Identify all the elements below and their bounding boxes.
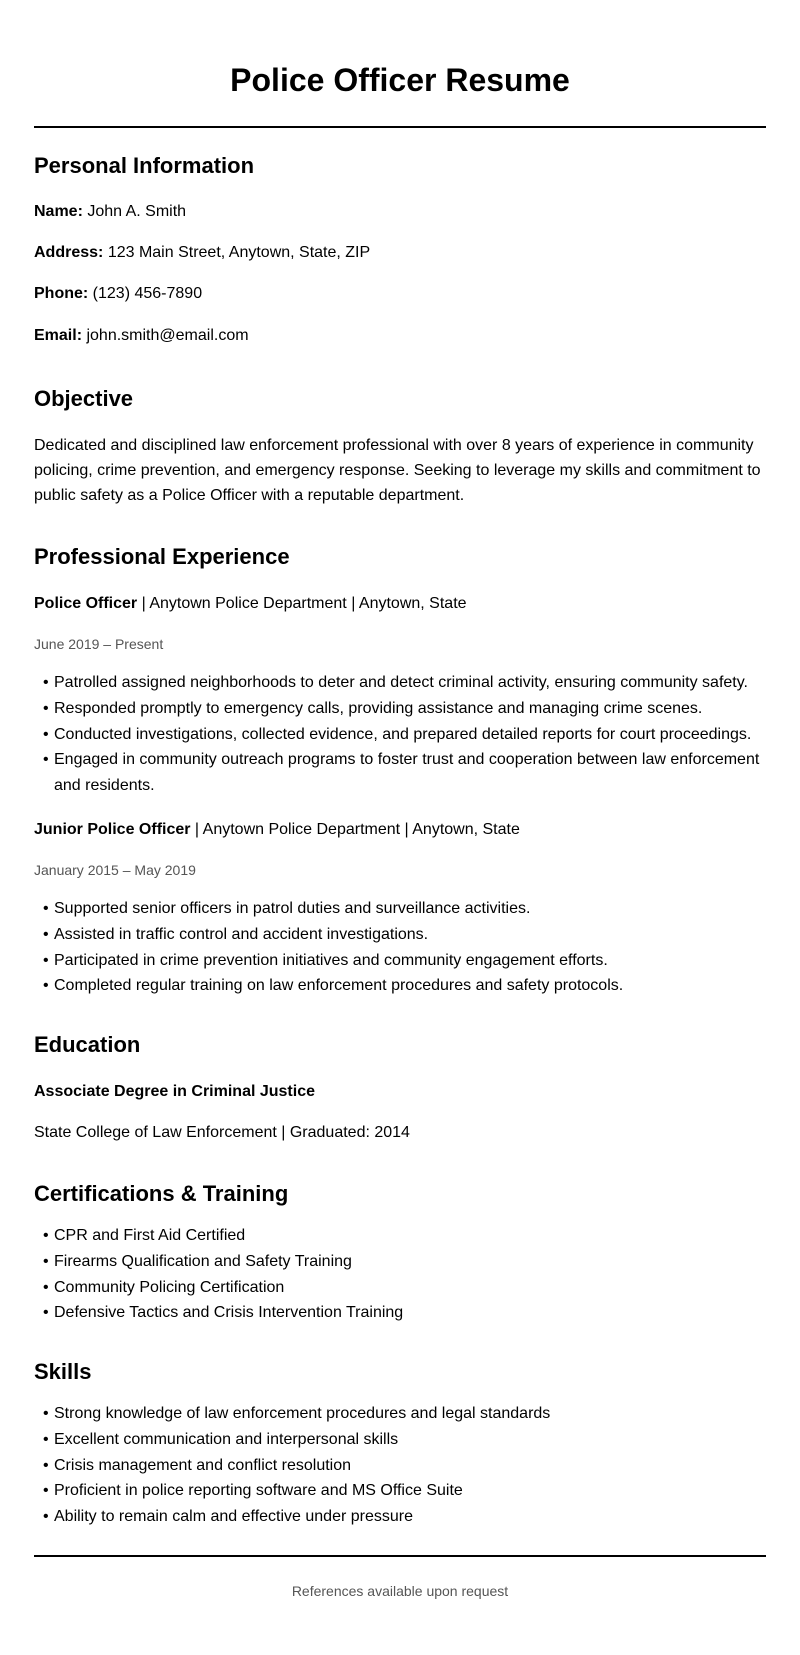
degree-title: Associate Degree in Criminal Justice bbox=[34, 1083, 315, 1100]
address-value: 123 Main Street, Anytown, State, ZIP bbox=[107, 244, 371, 261]
job-duties-list bbox=[34, 896, 770, 999]
list-item: • Defensive Tactics and Crisis Intervention Training bbox=[34, 1300, 770, 1326]
job-dates: June 2019 – Present bbox=[34, 636, 164, 652]
list-item: • Proficient in police reporting software and MS Office Suite bbox=[34, 1478, 770, 1504]
certifications-list bbox=[34, 1223, 770, 1326]
address-label: Address: bbox=[34, 244, 104, 261]
skills-heading: Skills bbox=[34, 1359, 92, 1384]
list-item: • Crisis management and conflict resolution bbox=[34, 1453, 770, 1479]
job-details: | Anytown Police Department | Anytown, State bbox=[190, 821, 520, 838]
job-title: Police Officer bbox=[34, 595, 138, 612]
address-line bbox=[34, 241, 766, 265]
name-line bbox=[34, 200, 766, 224]
list-item: • Patrolled assigned neighborhoods to deter and detect criminal activity, ensuring community safety. bbox=[34, 670, 770, 696]
job-heading bbox=[34, 818, 766, 842]
email-line bbox=[34, 324, 766, 348]
skills-list bbox=[34, 1401, 770, 1530]
list-item: • Participated in crime prevention initiatives and community engagement efforts. bbox=[34, 948, 770, 974]
list-item: • Responded promptly to emergency calls, providing assistance and managing crime scenes. bbox=[34, 696, 770, 722]
certifications-heading: Certifications & Training bbox=[34, 1181, 289, 1206]
job-details: | Anytown Police Department | Anytown, State bbox=[137, 595, 467, 612]
name-value: John A. Smith bbox=[87, 203, 187, 220]
objective-text: Dedicated and disciplined law enforcement professional with over 8 years of experience in community policing, crime prevention, and emergency response. Seeking to leverage my skills and commitment to public safety as a Police Officer with a reputable department. bbox=[34, 437, 761, 504]
personal-info-heading: Personal Information bbox=[34, 153, 255, 178]
name-label: Name: bbox=[34, 203, 83, 220]
education-heading: Education bbox=[34, 1032, 141, 1057]
job-heading bbox=[34, 592, 766, 616]
email-label: Email: bbox=[34, 327, 83, 344]
list-item: • Firearms Qualification and Safety Training bbox=[34, 1249, 770, 1275]
phone-label: Phone: bbox=[34, 285, 89, 302]
list-item: • Completed regular training on law enforcement procedures and safety protocols. bbox=[34, 973, 770, 999]
list-item: • CPR and First Aid Certified bbox=[34, 1223, 770, 1249]
list-item: • Engaged in community outreach programs to foster trust and cooperation between law enforcement and residents. bbox=[34, 747, 770, 799]
list-item: • Strong knowledge of law enforcement procedures and legal standards bbox=[34, 1401, 770, 1427]
list-item: • Supported senior officers in patrol duties and surveillance activities. bbox=[34, 896, 770, 922]
job-duties-list bbox=[34, 670, 770, 799]
header-divider bbox=[34, 126, 766, 128]
list-item: • Community Policing Certification bbox=[34, 1275, 770, 1301]
list-item: • Ability to remain calm and effective under pressure bbox=[34, 1504, 770, 1530]
job-title: Junior Police Officer bbox=[34, 821, 191, 838]
objective-heading: Objective bbox=[34, 386, 134, 411]
page-title: Police Officer Resume bbox=[230, 62, 570, 98]
school-line: State College of Law Enforcement | Graduated: 2014 bbox=[34, 1124, 410, 1141]
list-item: • Excellent communication and interpersonal skills bbox=[34, 1427, 770, 1453]
phone-line bbox=[34, 282, 766, 306]
list-item: • Assisted in traffic control and accident investigations. bbox=[34, 922, 770, 948]
job-dates: January 2015 – May 2019 bbox=[34, 862, 196, 878]
list-item: • Conducted investigations, collected evidence, and prepared detailed reports for court proceedings. bbox=[34, 722, 770, 748]
email-value: john.smith@email.com bbox=[86, 327, 249, 344]
phone-value: (123) 456-7890 bbox=[92, 285, 203, 302]
degree-line bbox=[34, 1080, 766, 1104]
footer-divider bbox=[34, 1555, 766, 1557]
footer-note: References available upon request bbox=[291, 1583, 509, 1599]
experience-heading: Professional Experience bbox=[34, 544, 290, 569]
